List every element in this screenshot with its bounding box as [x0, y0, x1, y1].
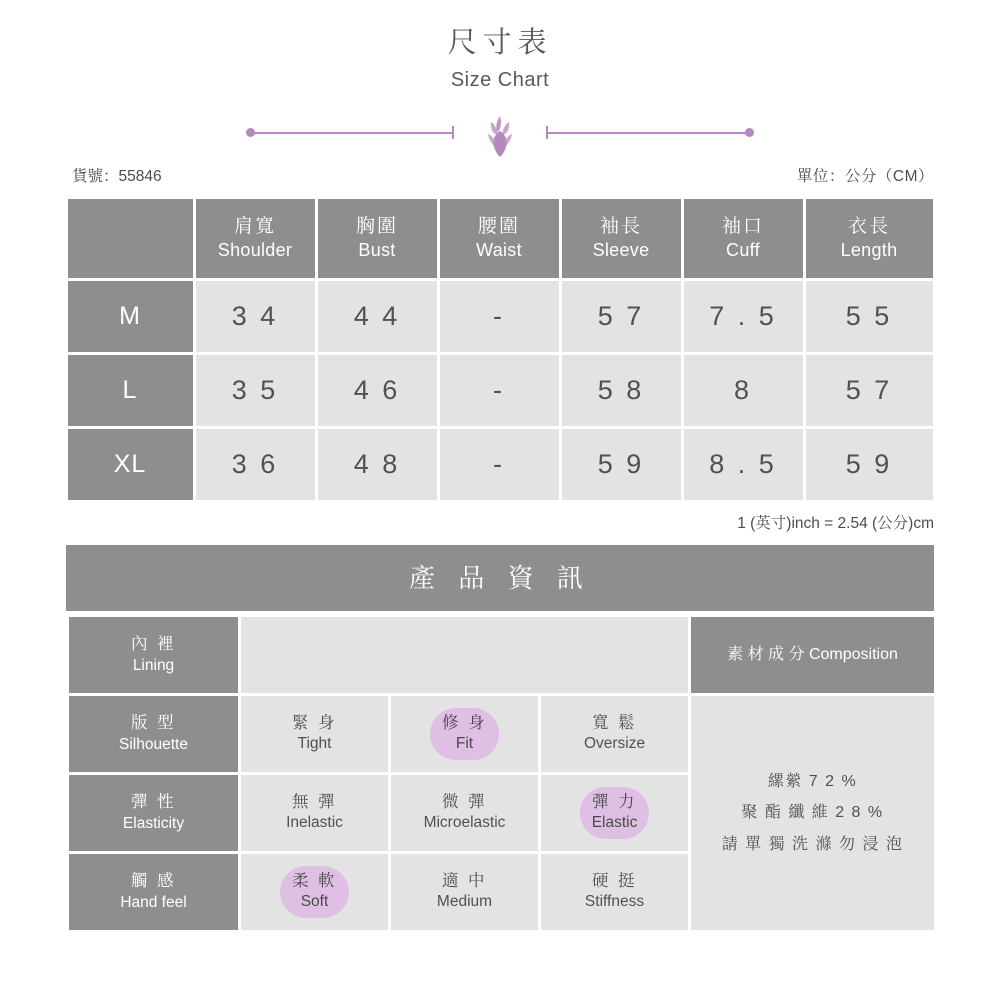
product-info-table	[66, 614, 937, 933]
row-label-handfeel-en: Hand feel	[120, 893, 187, 911]
option-handfeel-stiffness-en: Stiffness	[584, 893, 645, 911]
cell-m-shoulder: 3 4	[194, 280, 316, 354]
divider-bar-left	[254, 132, 454, 134]
option-silhouette-oversize-zh: 寬 鬆	[591, 713, 638, 732]
option-handfeel-stiffness[interactable]	[540, 853, 690, 932]
option-handfeel-medium-en: Medium	[436, 893, 493, 911]
option-elasticity-inelastic[interactable]	[240, 774, 390, 853]
composition-line-1: 縲縈 7 2 %	[767, 773, 858, 791]
cell-m-length: 5 5	[804, 280, 934, 354]
table-row	[66, 428, 934, 502]
divider-bar-right	[546, 132, 746, 134]
row-label-silhouette	[68, 695, 240, 774]
divider-tick-left	[452, 126, 454, 139]
table-row-silhouette	[68, 695, 936, 774]
col-header-sleeve	[560, 198, 682, 280]
composition-line-3: 請 單 獨 洗 滌 勿 浸 泡	[721, 835, 904, 853]
option-elasticity-elastic[interactable]	[540, 774, 690, 853]
page-title-zh: 尺寸表	[447, 27, 553, 59]
cell-m-bust: 4 4	[316, 280, 438, 354]
composition-header	[690, 616, 936, 695]
option-silhouette-tight-zh: 緊 身	[291, 713, 338, 732]
cell-xl-waist: -	[438, 428, 560, 502]
row-label-silhouette-zh: 版 型	[130, 714, 177, 733]
product-info-section	[66, 545, 934, 933]
size-table	[65, 196, 936, 503]
col-header-bust	[316, 198, 438, 280]
cell-l-shoulder: 3 5	[194, 354, 316, 428]
cell-m-waist: -	[438, 280, 560, 354]
row-label-silhouette-en: Silhouette	[119, 735, 188, 753]
page-title-en: Size Chart	[450, 69, 550, 91]
option-silhouette-fit[interactable]	[390, 695, 540, 774]
product-info-title: 產 品 資 訊	[66, 545, 934, 611]
cell-m-sleeve: 5 7	[560, 280, 682, 354]
option-silhouette-oversize[interactable]	[540, 695, 690, 774]
col-header-cuff-en: Cuff	[726, 240, 760, 261]
col-header-length-en: Length	[840, 240, 898, 261]
composition-line-2: 聚 酯 纖 維 2 8 %	[741, 804, 884, 822]
row-label-handfeel	[68, 853, 240, 932]
option-handfeel-medium[interactable]	[390, 853, 540, 932]
option-handfeel-soft[interactable]	[240, 853, 390, 932]
option-handfeel-stiffness-zh: 硬 挺	[591, 871, 638, 890]
divider-ornament	[246, 108, 754, 160]
option-elasticity-elastic-zh: 彈 力	[591, 792, 638, 811]
lining-empty-cell	[240, 616, 690, 695]
col-header-shoulder-zh: 肩寬	[233, 215, 276, 237]
option-elasticity-microelastic-zh: 微 彈	[441, 792, 488, 811]
item-number: 貨號：55846	[72, 168, 162, 185]
divider-dot-right	[745, 128, 754, 137]
size-label-l: L	[66, 354, 194, 428]
row-label-elasticity-en: Elasticity	[122, 814, 185, 832]
option-handfeel-soft-en: Soft	[300, 893, 329, 911]
row-label-lining-zh: 內 裡	[130, 635, 177, 654]
divider-tick-right	[546, 126, 548, 139]
col-header-length	[804, 198, 934, 280]
table-row	[66, 280, 934, 354]
col-header-waist	[438, 198, 560, 280]
composition-header-zh: 素 材 成 分	[727, 645, 805, 663]
size-label-xl: XL	[66, 428, 194, 502]
col-header-cuff-zh: 袖口	[721, 215, 764, 237]
cell-xl-bust: 4 8	[316, 428, 438, 502]
option-elasticity-elastic-en: Elastic	[591, 814, 638, 832]
cell-l-waist: -	[438, 354, 560, 428]
cell-xl-cuff: 8 . 5	[682, 428, 804, 502]
col-header-waist-en: Waist	[476, 240, 522, 261]
option-silhouette-oversize-en: Oversize	[583, 735, 646, 753]
option-silhouette-fit-en: Fit	[455, 735, 474, 753]
option-handfeel-medium-zh: 適 中	[441, 871, 488, 890]
table-row-lining	[68, 616, 936, 695]
row-label-elasticity-zh: 彈 性	[130, 793, 177, 812]
option-silhouette-tight-en: Tight	[297, 735, 332, 753]
row-label-lining	[68, 616, 240, 695]
inch-conversion-note: 1 (英寸)inch = 2.54 (公分)cm	[737, 515, 934, 532]
page-title	[0, 0, 1000, 92]
col-header-length-zh: 衣長	[847, 215, 890, 237]
cell-xl-sleeve: 5 9	[560, 428, 682, 502]
size-table-header-row	[66, 198, 934, 280]
unit-note: 單位：公分（CM）	[796, 168, 934, 185]
option-elasticity-inelastic-zh: 無 彈	[291, 792, 338, 811]
cell-l-length: 5 7	[804, 354, 934, 428]
option-elasticity-inelastic-en: Inelastic	[286, 814, 343, 832]
cell-l-cuff: 8	[682, 354, 804, 428]
cell-m-cuff: 7 . 5	[682, 280, 804, 354]
option-silhouette-fit-zh: 修 身	[441, 713, 488, 732]
row-label-handfeel-zh: 觸 感	[130, 872, 177, 891]
composition-header-en: Composition	[808, 645, 898, 663]
composition-values	[690, 695, 936, 932]
size-label-m: M	[66, 280, 194, 354]
meta-row	[0, 160, 1000, 186]
option-elasticity-microelastic[interactable]	[390, 774, 540, 853]
cell-xl-shoulder: 3 6	[194, 428, 316, 502]
col-header-shoulder-en: Shoulder	[217, 240, 293, 261]
col-header-bust-en: Bust	[358, 240, 396, 261]
col-header-waist-zh: 腰圍	[477, 215, 520, 237]
size-table-corner	[66, 198, 194, 280]
cell-l-bust: 4 6	[316, 354, 438, 428]
option-elasticity-microelastic-en: Microelastic	[423, 814, 506, 832]
col-header-sleeve-en: Sleeve	[592, 240, 650, 261]
cell-l-sleeve: 5 8	[560, 354, 682, 428]
col-header-bust-zh: 胸圍	[355, 215, 398, 237]
option-handfeel-soft-zh: 柔 軟	[291, 871, 338, 890]
col-header-cuff	[682, 198, 804, 280]
option-silhouette-tight[interactable]	[240, 695, 390, 774]
col-header-shoulder	[194, 198, 316, 280]
row-label-elasticity	[68, 774, 240, 853]
iris-flower-icon	[476, 114, 524, 158]
cell-xl-length: 5 9	[804, 428, 934, 502]
table-row	[66, 354, 934, 428]
row-label-lining-en: Lining	[132, 656, 175, 674]
col-header-sleeve-zh: 袖長	[599, 215, 642, 237]
